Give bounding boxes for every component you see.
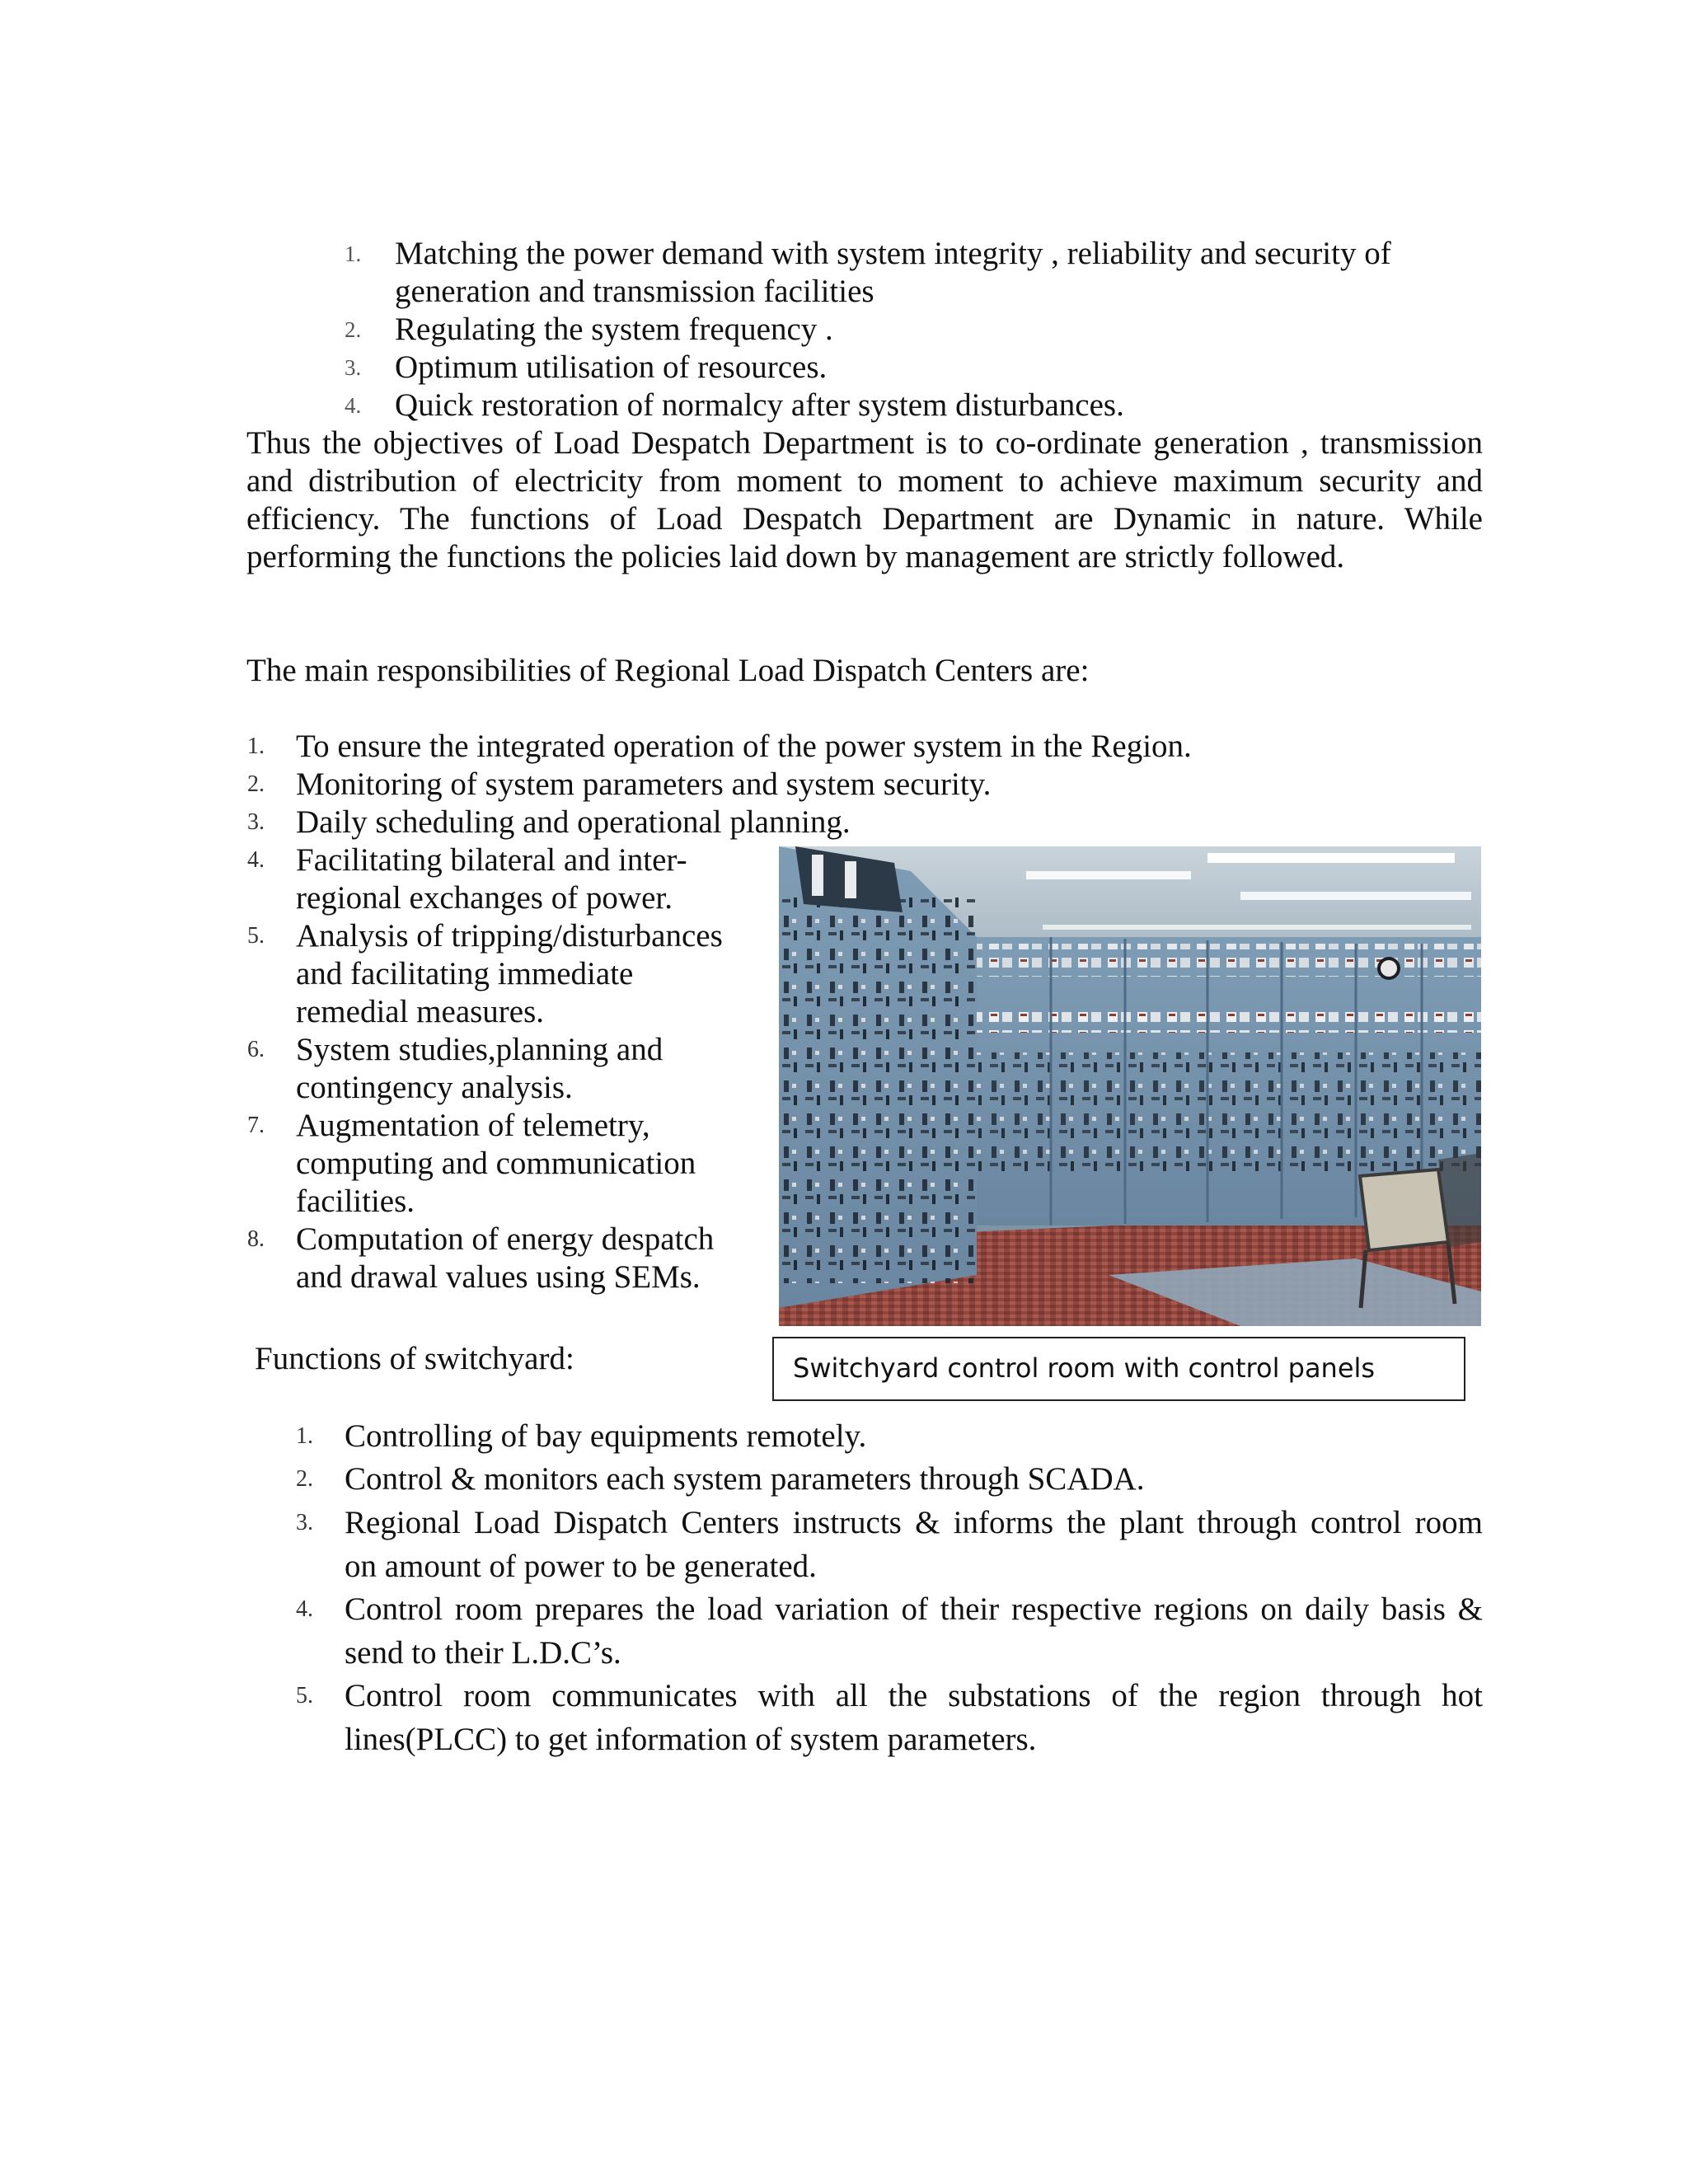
paragraph-line: performing the functions the policies laid down by management are strictly followed. [246,539,1345,574]
list-number: 3. [296,1510,313,1535]
list-number: 2. [296,1466,313,1492]
list-item-line: and facilitating immediate [296,956,634,991]
list-number: 3. [345,355,362,380]
list-item-line: Monitoring of system parameters and system security. [296,766,992,802]
list-number: 4. [345,393,362,418]
paragraph-line: efficiency. The functions of Load Despatch Department are Dynamic in nature. While [246,501,1483,537]
switchyard-heading: Functions of switchyard: [255,1341,574,1376]
list-item-line: Regulating the system frequency . [395,312,833,347]
list-item-line: Control room prepares the load variation of their respective regions on daily basis & [345,1591,1483,1627]
list-item-line: Matching the power demand with system integrity , reliability and security of [395,236,1391,271]
list-item-line: Computation of energy despatch [296,1221,715,1257]
list-number: 4. [247,847,265,873]
list-item-line: regional exchanges of power. [296,880,673,916]
list-item-line: on amount of power to be generated. [345,1549,817,1584]
list-item-line: and drawal values using SEMs. [296,1259,701,1295]
list-number: 2. [247,771,265,797]
list-item-line: send to their L.D.C’s. [345,1635,621,1671]
list-item-line: To ensure the integrated operation of the power system in the Region. [296,729,1192,764]
list-item-line: Daily scheduling and operational planning. [296,804,851,840]
list-item-line: Control room communicates with all the substations of the region through hot [345,1678,1483,1713]
list-item-line: contingency analysis. [296,1070,573,1105]
rldc-heading: The main responsibilities of Regional Load Dispatch Centers are: [246,653,1090,688]
list-item-line: System studies,planning and [296,1032,663,1067]
list-item-line: lines(PLCC) to get information of system parameters. [345,1722,1037,1757]
list-number: 3. [247,809,265,835]
photo-caption: Switchyard control room with control panels [793,1352,1376,1384]
paragraph-line: Thus the objectives of Load Despatch Department is to co-ordinate generation , transmission [246,425,1483,461]
list-number: 1. [247,733,265,759]
list-item-line: facilities. [296,1183,415,1219]
list-item-line: Facilitating bilateral and inter- [296,842,687,878]
list-item-line: Regional Load Dispatch Centers instructs & informs the plant through control room [345,1505,1483,1540]
list-item-line: Augmentation of telemetry, [296,1108,650,1143]
list-number: 2. [345,317,362,342]
list-item-line: generation and transmission facilities [395,274,874,309]
list-number: 7. [247,1113,265,1138]
list-number: 5. [247,923,265,949]
list-item-line: Quick restoration of normalcy after system disturbances. [395,387,1124,423]
list-number: 1. [296,1423,313,1449]
list-number: 1. [345,241,362,266]
list-number: 4. [296,1596,313,1622]
paragraph-line: and distribution of electricity from moment to moment to achieve maximum security and [246,463,1483,499]
list-item-line: Optimum utilisation of resources. [395,349,828,385]
list-item-line: computing and communication [296,1146,696,1181]
list-item-line: Control & monitors each system parameters through SCADA. [345,1461,1145,1497]
list-number: 8. [247,1226,265,1252]
list-number: 5. [296,1683,313,1708]
list-item-line: Analysis of tripping/disturbances [296,918,723,954]
list-item-line: Controlling of bay equipments remotely. [345,1418,867,1454]
photo-caption-box [772,1337,1465,1401]
list-item-line: remedial measures. [296,994,545,1029]
list-number: 6. [247,1037,265,1062]
control-room-photo [779,846,1481,1326]
